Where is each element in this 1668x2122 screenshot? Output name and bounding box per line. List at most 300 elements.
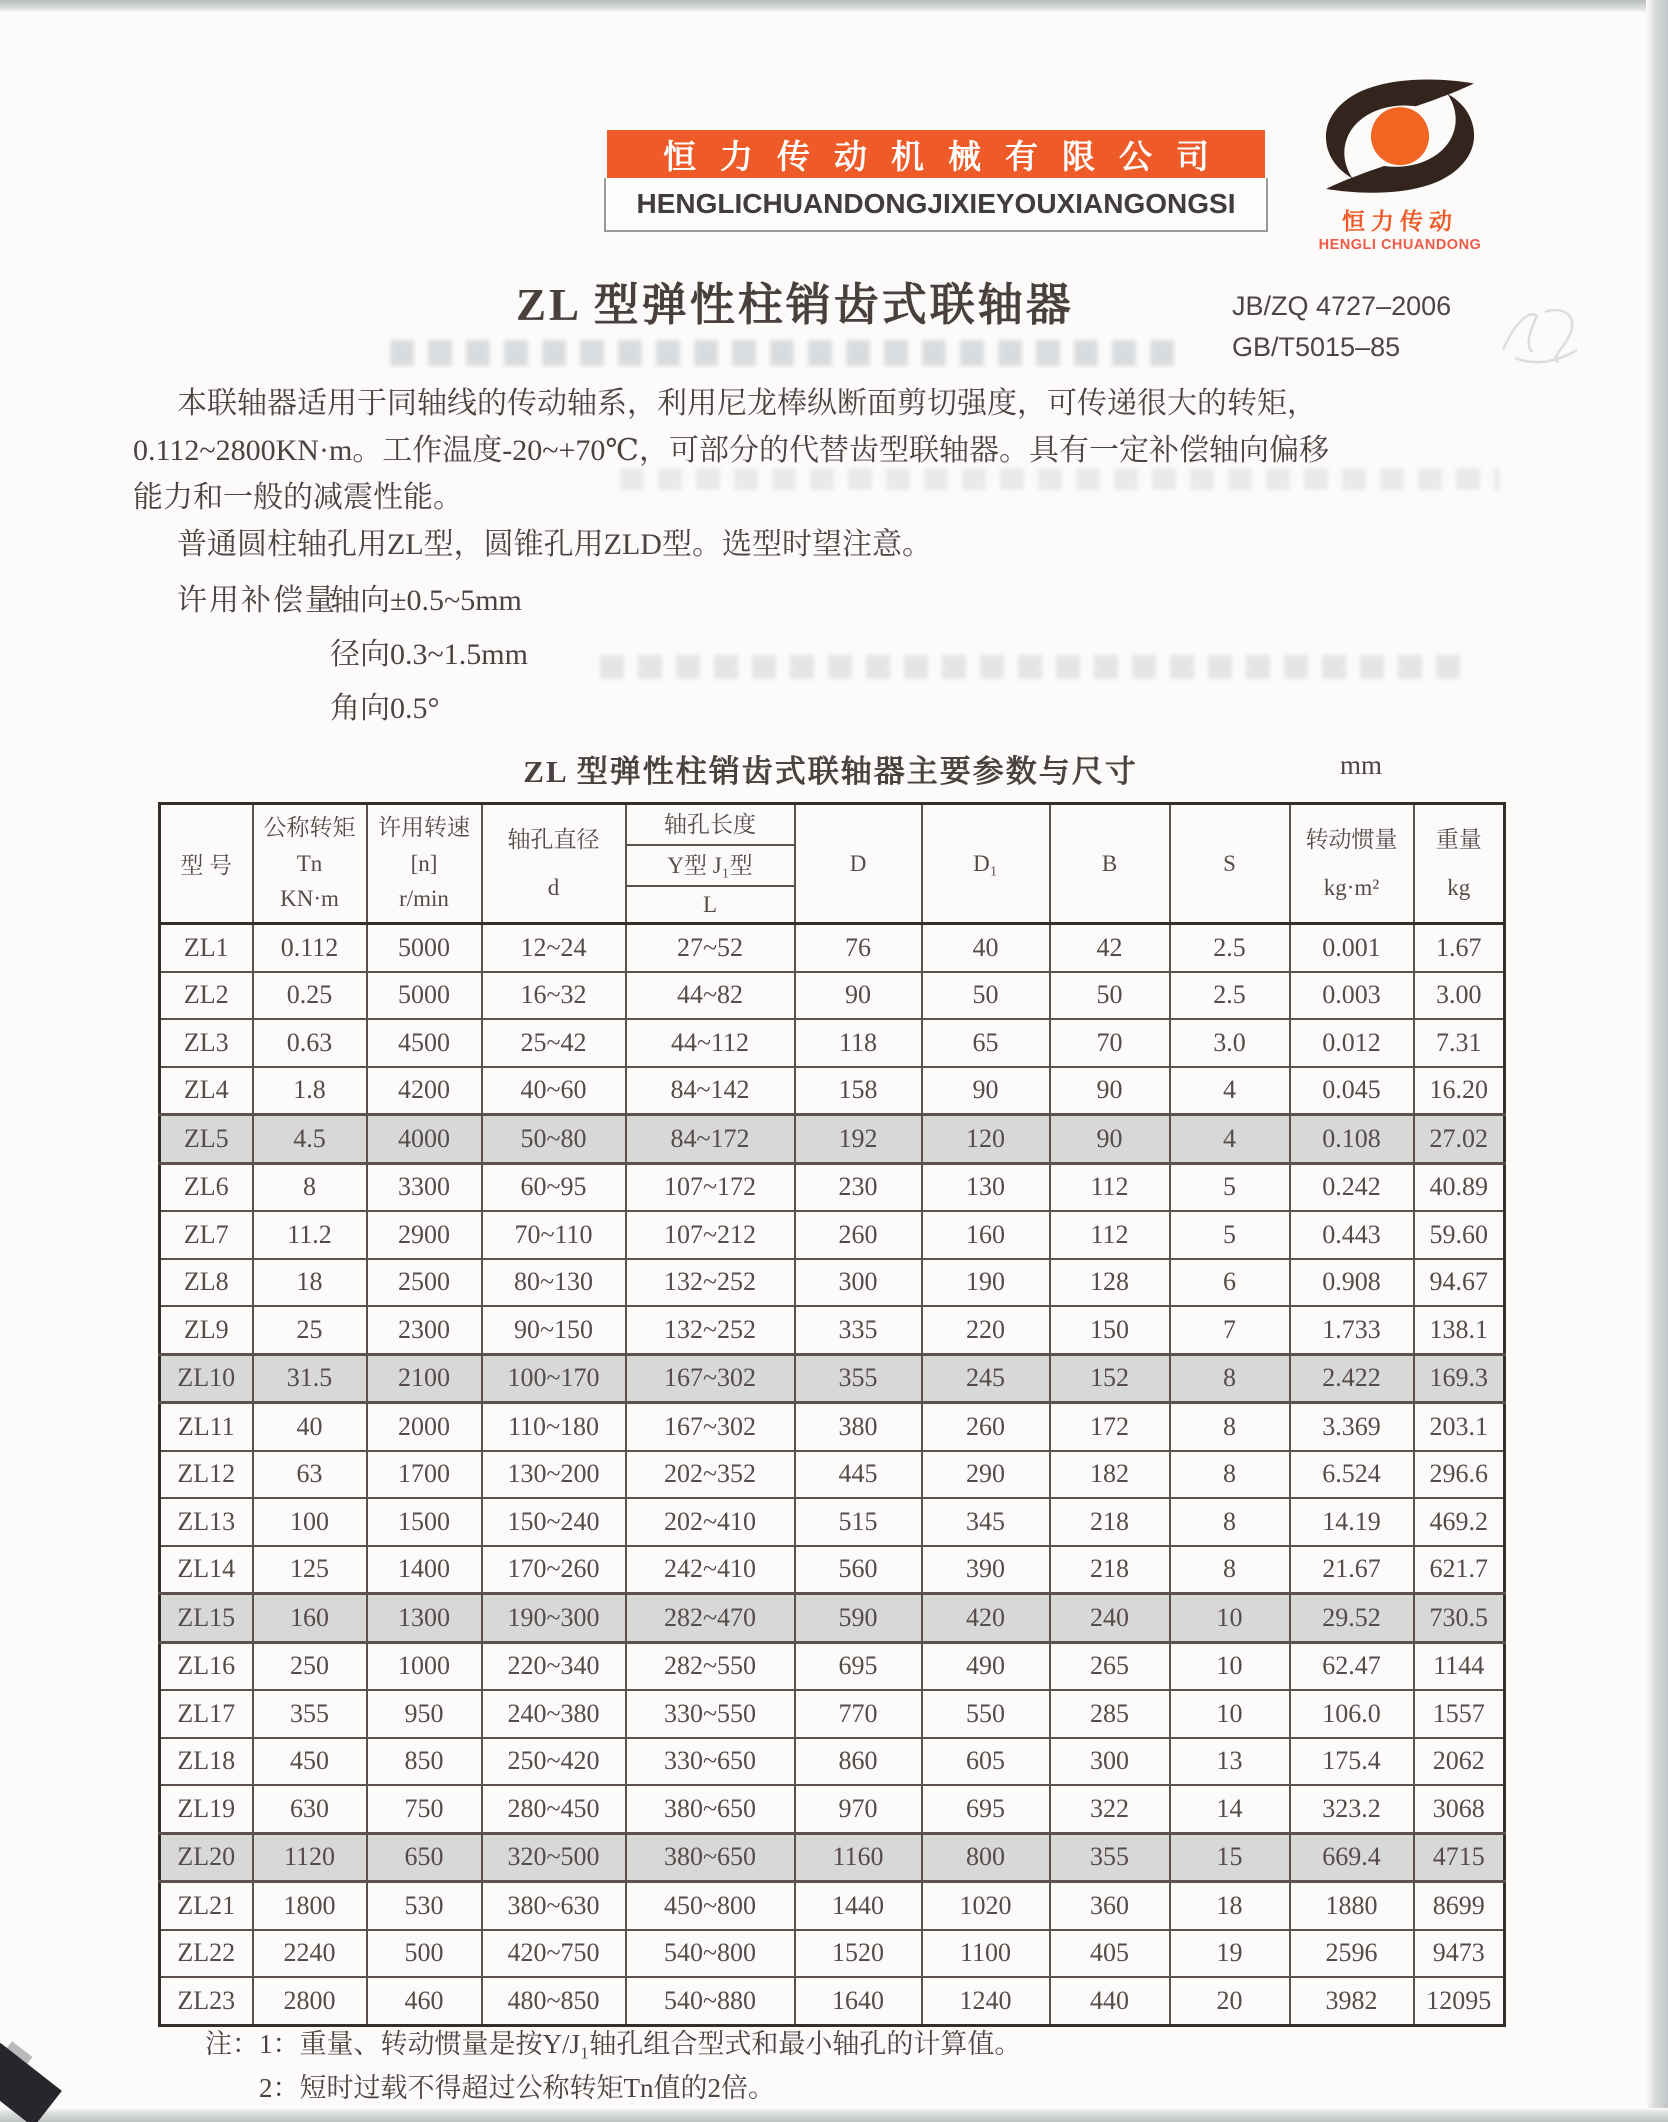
table-cell: 167~302 <box>626 1354 795 1403</box>
table-cell: 2900 <box>367 1211 482 1259</box>
table-cell: 5000 <box>367 924 482 972</box>
company-name-cn: 恒力传动机械有限公司 <box>663 136 1233 176</box>
table-row <box>160 1498 1505 1546</box>
table-cell: 260 <box>795 1211 922 1259</box>
allowance-axial-row <box>133 575 528 629</box>
scan-edge-bottom <box>0 2108 1668 2122</box>
table-cell: 25 <box>253 1306 367 1354</box>
table-cell: 695 <box>795 1642 922 1690</box>
table-cell: 380~630 <box>482 1882 626 1930</box>
scan-edge-top <box>0 0 1668 12</box>
col-header-model: 型 号 <box>160 804 253 924</box>
table-cell: 355 <box>253 1690 367 1738</box>
table-cell: 2300 <box>367 1306 482 1354</box>
table-cell: 70~110 <box>482 1211 626 1259</box>
table-cell: 190 <box>922 1259 1050 1307</box>
col-header-weight: 重量 kg <box>1414 804 1505 924</box>
table-cell: 220 <box>922 1306 1050 1354</box>
table-cell: 1440 <box>795 1882 922 1930</box>
table-cell: 540~880 <box>626 1977 795 2025</box>
showthrough-ghost-text <box>390 340 1180 366</box>
col-header-bore-length: 轴孔长度 Y型 J₁型 L <box>626 804 795 924</box>
table-cell: ZL10 <box>160 1354 253 1403</box>
table-cell: ZL22 <box>160 1930 253 1978</box>
table-cell: 12095 <box>1414 1977 1505 2025</box>
table-cell: 112 <box>1050 1211 1170 1259</box>
table-cell: 290 <box>922 1451 1050 1499</box>
table-cell: 0.63 <box>253 1019 367 1067</box>
table-cell: 14.19 <box>1290 1498 1414 1546</box>
table-cell: 160 <box>922 1211 1050 1259</box>
table-cell: 192 <box>795 1115 922 1164</box>
table-cell: 4715 <box>1414 1833 1505 1882</box>
table-cell: 29.52 <box>1290 1594 1414 1643</box>
table-cell: 13 <box>1170 1738 1290 1786</box>
table-cell: 18 <box>1170 1882 1290 1930</box>
table-cell: 320~500 <box>482 1833 626 1882</box>
table-cell: 59.60 <box>1414 1211 1505 1259</box>
table-cell: 3300 <box>367 1163 482 1211</box>
table-cell: 1240 <box>922 1977 1050 2025</box>
table-cell: 345 <box>922 1498 1050 1546</box>
table-cell: 167~302 <box>626 1403 795 1451</box>
table-cell: 14 <box>1170 1785 1290 1833</box>
table-cell: 16~32 <box>482 972 626 1020</box>
table-cell: 630 <box>253 1785 367 1833</box>
allowance-axial: 轴向±0.5~5mm <box>330 584 522 617</box>
table-cell: 1880 <box>1290 1882 1414 1930</box>
table-cell: 138.1 <box>1414 1306 1505 1354</box>
logo-text-cn: 恒力传动 <box>1342 209 1458 235</box>
table-cell: 5 <box>1170 1163 1290 1211</box>
col-header-S: S <box>1170 804 1290 924</box>
table-cell: 40 <box>922 924 1050 972</box>
table-cell: 540~800 <box>626 1930 795 1978</box>
table-cell: ZL17 <box>160 1690 253 1738</box>
table-cell: 245 <box>922 1354 1050 1403</box>
table-cell: 335 <box>795 1306 922 1354</box>
table-cell: 1160 <box>795 1833 922 1882</box>
table-cell: 330~550 <box>626 1690 795 1738</box>
table-cell: 1.67 <box>1414 924 1505 972</box>
intro-line: 能力和一般的减震性能。 <box>133 481 463 514</box>
table-cell: 40.89 <box>1414 1163 1505 1211</box>
table-cell: 62.47 <box>1290 1642 1414 1690</box>
table-cell: 150 <box>1050 1306 1170 1354</box>
col-header-inertia: 转动惯量 kg·m² <box>1290 804 1414 924</box>
col-header-speed: 许用转速 [n] r/min <box>367 804 482 924</box>
table-cell: ZL2 <box>160 972 253 1020</box>
parameters-table <box>158 802 1506 2027</box>
table-cell: 650 <box>367 1833 482 1882</box>
table-cell: ZL20 <box>160 1833 253 1882</box>
table-cell: 110~180 <box>482 1403 626 1451</box>
table-cell: ZL9 <box>160 1306 253 1354</box>
table-cell: 8 <box>1170 1498 1290 1546</box>
table-cell: 2062 <box>1414 1738 1505 1786</box>
table-cell: 4.5 <box>253 1115 367 1164</box>
table-cell: 1020 <box>922 1882 1050 1930</box>
table-cell: 355 <box>1050 1833 1170 1882</box>
col-header-D: D <box>795 804 922 924</box>
table-cell: 4 <box>1170 1115 1290 1164</box>
table-cell: 172 <box>1050 1403 1170 1451</box>
table-cell: 300 <box>795 1259 922 1307</box>
table-cell: 323.2 <box>1290 1785 1414 1833</box>
table-cell: 330~650 <box>626 1738 795 1786</box>
table-cell: 469.2 <box>1414 1498 1505 1546</box>
table-cell: ZL23 <box>160 1977 253 2025</box>
table-cell: 500 <box>367 1930 482 1978</box>
table-header-row <box>160 804 1505 924</box>
table-cell: 8699 <box>1414 1882 1505 1930</box>
table-cell: 2240 <box>253 1930 367 1978</box>
table-row <box>160 972 1505 1020</box>
table-cell: 90 <box>795 972 922 1020</box>
table-cell: 250 <box>253 1642 367 1690</box>
table-cell: 132~252 <box>626 1259 795 1307</box>
table-cell: 3982 <box>1290 1977 1414 2025</box>
table-cell: 605 <box>922 1738 1050 1786</box>
table-cell: ZL14 <box>160 1546 253 1594</box>
table-cell: 84~172 <box>626 1115 795 1164</box>
table-cell: 3.0 <box>1170 1019 1290 1067</box>
table-cell: 9473 <box>1414 1930 1505 1978</box>
table-cell: 202~352 <box>626 1451 795 1499</box>
logo-text-en: HENGLI CHUANDONG <box>1318 237 1482 253</box>
table-cell: 2.5 <box>1170 972 1290 1020</box>
table-cell: 1144 <box>1414 1642 1505 1690</box>
table-cell: 621.7 <box>1414 1546 1505 1594</box>
table-cell: 11.2 <box>253 1211 367 1259</box>
table-cell: 158 <box>795 1067 922 1115</box>
table-cell: 4200 <box>367 1067 482 1115</box>
table-cell: 175.4 <box>1290 1738 1414 1786</box>
table-row <box>160 1067 1505 1115</box>
table-cell: ZL16 <box>160 1642 253 1690</box>
table-cell: 4500 <box>367 1019 482 1067</box>
table-cell: 380~650 <box>626 1833 795 1882</box>
table-cell: 2.422 <box>1290 1354 1414 1403</box>
table-cell: 1.8 <box>253 1067 367 1115</box>
table-cell: 27.02 <box>1414 1115 1505 1164</box>
table-cell: 460 <box>367 1977 482 2025</box>
table-cell: 8 <box>1170 1403 1290 1451</box>
table-cell: 1520 <box>795 1930 922 1978</box>
table-cell: 770 <box>795 1690 922 1738</box>
handwritten-mark <box>1485 292 1595 372</box>
table-cell: 240 <box>1050 1594 1170 1643</box>
table-cell: 450 <box>253 1738 367 1786</box>
table-cell: 16.20 <box>1414 1067 1505 1115</box>
table-cell: 380 <box>795 1403 922 1451</box>
table-row <box>160 1451 1505 1499</box>
table-cell: 2596 <box>1290 1930 1414 1978</box>
table-cell: 3.369 <box>1290 1403 1414 1451</box>
table-cell: 0.25 <box>253 972 367 1020</box>
table-cell: 296.6 <box>1414 1451 1505 1499</box>
table-cell: 260 <box>922 1403 1050 1451</box>
table-cell: 63 <box>253 1451 367 1499</box>
col-header-torque: 公称转矩 Tn KN·m <box>253 804 367 924</box>
table-cell: 25~42 <box>482 1019 626 1067</box>
company-name-en-box <box>604 178 1268 232</box>
table-cell: 0.003 <box>1290 972 1414 1020</box>
table-cell: 730.5 <box>1414 1594 1505 1643</box>
table-cell: 242~410 <box>626 1546 795 1594</box>
table-cell: 132~252 <box>626 1306 795 1354</box>
table-cell: 800 <box>922 1833 1050 1882</box>
table-cell: 1800 <box>253 1882 367 1930</box>
standard-gbt: GB/T5015–85 <box>1232 332 1401 362</box>
table-cell: 282~470 <box>626 1594 795 1643</box>
table-cell: 128 <box>1050 1259 1170 1307</box>
table-cell: 0.443 <box>1290 1211 1414 1259</box>
table-cell: 280~450 <box>482 1785 626 1833</box>
table-cell: ZL3 <box>160 1019 253 1067</box>
table-cell: 0.908 <box>1290 1259 1414 1307</box>
table-title: ZL 型弹性柱销齿式联轴器主要参数与尺寸 <box>523 754 1138 789</box>
table-cell: 42 <box>1050 924 1170 972</box>
company-logo <box>1308 78 1492 253</box>
table-cell: 160 <box>253 1594 367 1643</box>
table-row <box>160 1115 1505 1164</box>
table-cell: 218 <box>1050 1546 1170 1594</box>
table-cell: 182 <box>1050 1451 1170 1499</box>
table-cell: 4000 <box>367 1115 482 1164</box>
table-row <box>160 1690 1505 1738</box>
table-cell: 100 <box>253 1498 367 1546</box>
table-cell: 300 <box>1050 1738 1170 1786</box>
table-cell: 1700 <box>367 1451 482 1499</box>
note-line: 2：短时过载不得超过公称转矩Tn值的2倍。 <box>259 2073 775 2103</box>
table-cell: 170~260 <box>482 1546 626 1594</box>
table-cell: 21.67 <box>1290 1546 1414 1594</box>
table-cell: 90~150 <box>482 1306 626 1354</box>
table-cell: 112 <box>1050 1163 1170 1211</box>
table-cell: 6 <box>1170 1259 1290 1307</box>
table-cell: ZL8 <box>160 1259 253 1307</box>
table-cell: 1000 <box>367 1642 482 1690</box>
table-cell: 50 <box>922 972 1050 1020</box>
table-cell: 8 <box>1170 1354 1290 1403</box>
table-cell: ZL18 <box>160 1738 253 1786</box>
table-cell: 950 <box>367 1690 482 1738</box>
table-cell: 480~850 <box>482 1977 626 2025</box>
table-cell: 669.4 <box>1290 1833 1414 1882</box>
table-cell: 203.1 <box>1414 1403 1505 1451</box>
col-header-D1: D₁ <box>922 804 1050 924</box>
table-cell: 2500 <box>367 1259 482 1307</box>
table-cell: 169.3 <box>1414 1354 1505 1403</box>
table-cell: ZL5 <box>160 1115 253 1164</box>
notes-block <box>205 2022 1021 2110</box>
table-cell: 20 <box>1170 1977 1290 2025</box>
table-cell: 220~340 <box>482 1642 626 1690</box>
table-cell: ZL4 <box>160 1067 253 1115</box>
table-row <box>160 1738 1505 1786</box>
table-cell: 390 <box>922 1546 1050 1594</box>
table-cell: 1.733 <box>1290 1306 1414 1354</box>
table-row <box>160 1882 1505 1930</box>
table-cell: ZL21 <box>160 1882 253 1930</box>
table-cell: 94.67 <box>1414 1259 1505 1307</box>
table-cell: ZL11 <box>160 1403 253 1451</box>
unit-label: mm <box>1340 750 1383 780</box>
table-cell: 40~60 <box>482 1067 626 1115</box>
col-header-bore-diameter: 轴孔直径 d <box>482 804 626 924</box>
table-cell: 0.112 <box>253 924 367 972</box>
table-cell: ZL1 <box>160 924 253 972</box>
table-cell: ZL6 <box>160 1163 253 1211</box>
table-cell: 2100 <box>367 1354 482 1403</box>
table-cell: 15 <box>1170 1833 1290 1882</box>
table-cell: 490 <box>922 1642 1050 1690</box>
table-cell: 70 <box>1050 1019 1170 1067</box>
table-cell: 100~170 <box>482 1354 626 1403</box>
table-cell: 10 <box>1170 1642 1290 1690</box>
table-cell: 50 <box>1050 972 1170 1020</box>
table-body <box>160 924 1505 2026</box>
table-cell: 125 <box>253 1546 367 1594</box>
table-cell: 10 <box>1170 1690 1290 1738</box>
table-cell: ZL7 <box>160 1211 253 1259</box>
table-cell: 90 <box>922 1067 1050 1115</box>
table-cell: 322 <box>1050 1785 1170 1833</box>
company-name-en: HENGLICHUANDONGJIXIEYOUXIANGONGSI <box>636 188 1236 219</box>
scan-edge-right <box>1646 0 1668 2122</box>
table-cell: 84~142 <box>626 1067 795 1115</box>
table-row <box>160 1211 1505 1259</box>
table-cell: 7.31 <box>1414 1019 1505 1067</box>
table-cell: 445 <box>795 1451 922 1499</box>
table-cell: 2000 <box>367 1403 482 1451</box>
table-cell: 44~112 <box>626 1019 795 1067</box>
table-cell: 152 <box>1050 1354 1170 1403</box>
standard-numbers <box>1232 286 1451 368</box>
table-cell: 265 <box>1050 1642 1170 1690</box>
table-cell: 380~650 <box>626 1785 795 1833</box>
table-cell: 0.045 <box>1290 1067 1414 1115</box>
table-cell: 40 <box>253 1403 367 1451</box>
intro-line: 本联轴器适用于同轴线的传动轴系，利用尼龙棒纵断面剪切强度，可传递很大的转矩， <box>177 387 1317 420</box>
allowance-radial-row <box>133 629 528 683</box>
table-cell: ZL19 <box>160 1785 253 1833</box>
table-cell: 190~300 <box>482 1594 626 1643</box>
table-cell: 860 <box>795 1738 922 1786</box>
showthrough-ghost-text <box>600 655 1460 679</box>
table-cell: 65 <box>922 1019 1050 1067</box>
table-cell: 107~212 <box>626 1211 795 1259</box>
table-cell: 12~24 <box>482 924 626 972</box>
table-cell: 76 <box>795 924 922 972</box>
intro-line: 普通圆柱轴孔用ZL型，圆锥孔用ZLD型。选型时望注意。 <box>177 528 932 561</box>
allowance-angular: 角向0.5° <box>330 692 440 725</box>
table-cell: 10 <box>1170 1594 1290 1643</box>
table-cell: 3068 <box>1414 1785 1505 1833</box>
table-cell: 970 <box>795 1785 922 1833</box>
table-row <box>160 1546 1505 1594</box>
table-cell: 530 <box>367 1882 482 1930</box>
table-cell: 90 <box>1050 1115 1170 1164</box>
table-cell: 1557 <box>1414 1690 1505 1738</box>
table-cell: ZL12 <box>160 1451 253 1499</box>
table-cell: 0.012 <box>1290 1019 1414 1067</box>
note-line: 注：1：重量、转动惯量是按Y/J₁轴孔组合型式和最小轴孔的计算值。 <box>205 2029 1022 2059</box>
table-cell: 6.524 <box>1290 1451 1414 1499</box>
table-cell: 450~800 <box>626 1882 795 1930</box>
table-row <box>160 1403 1505 1451</box>
company-banner <box>607 130 1265 178</box>
table-cell: 420 <box>922 1594 1050 1643</box>
table-row <box>160 1259 1505 1307</box>
table-cell: 420~750 <box>482 1930 626 1978</box>
table-cell: 80~130 <box>482 1259 626 1307</box>
table-row <box>160 1163 1505 1211</box>
table-cell: 90 <box>1050 1067 1170 1115</box>
table-cell: ZL15 <box>160 1594 253 1643</box>
table-cell: 240~380 <box>482 1690 626 1738</box>
table-cell: 230 <box>795 1163 922 1211</box>
table-cell: 355 <box>795 1354 922 1403</box>
table-cell: 550 <box>922 1690 1050 1738</box>
table-cell: 218 <box>1050 1498 1170 1546</box>
table-cell: 590 <box>795 1594 922 1643</box>
table-cell: 750 <box>367 1785 482 1833</box>
table-cell: 19 <box>1170 1930 1290 1978</box>
table-cell: 130~200 <box>482 1451 626 1499</box>
table-cell: 202~410 <box>626 1498 795 1546</box>
allowance-angular-row <box>133 683 528 737</box>
table-cell: 0.242 <box>1290 1163 1414 1211</box>
table-cell: 50~80 <box>482 1115 626 1164</box>
table-row <box>160 924 1505 972</box>
table-row <box>160 1977 1505 2025</box>
table-row <box>160 1785 1505 1833</box>
table-cell: 850 <box>367 1738 482 1786</box>
table-cell: 250~420 <box>482 1738 626 1786</box>
swirl-logo-icon <box>1312 78 1488 196</box>
table-cell: 1640 <box>795 1977 922 2025</box>
table-cell: 7 <box>1170 1306 1290 1354</box>
table-cell: 118 <box>795 1019 922 1067</box>
table-cell: 1400 <box>367 1546 482 1594</box>
table-cell: 282~550 <box>626 1642 795 1690</box>
allowance-block <box>133 575 528 737</box>
table-cell: 120 <box>922 1115 1050 1164</box>
table-row <box>160 1642 1505 1690</box>
table-row <box>160 1019 1505 1067</box>
table-cell: 31.5 <box>253 1354 367 1403</box>
table-cell: 106.0 <box>1290 1690 1414 1738</box>
allowance-label: 许用补偿量 <box>177 584 337 617</box>
table-row <box>160 1354 1505 1403</box>
table-cell: 405 <box>1050 1930 1170 1978</box>
table-cell: 515 <box>795 1498 922 1546</box>
table-cell: 4 <box>1170 1067 1290 1115</box>
standard-jbzq: JB/ZQ 4727–2006 <box>1232 291 1452 321</box>
page-title: ZL 型弹性柱销齿式联轴器 <box>516 280 1074 330</box>
table-cell: 1100 <box>922 1930 1050 1978</box>
table-cell: 2.5 <box>1170 924 1290 972</box>
col-header-B: B <box>1050 804 1170 924</box>
table-cell: 60~95 <box>482 1163 626 1211</box>
table-cell: 3.00 <box>1414 972 1505 1020</box>
table-cell: 1300 <box>367 1594 482 1643</box>
table-cell: 44~82 <box>626 972 795 1020</box>
table-cell: 440 <box>1050 1977 1170 2025</box>
table-cell: 1120 <box>253 1833 367 1882</box>
